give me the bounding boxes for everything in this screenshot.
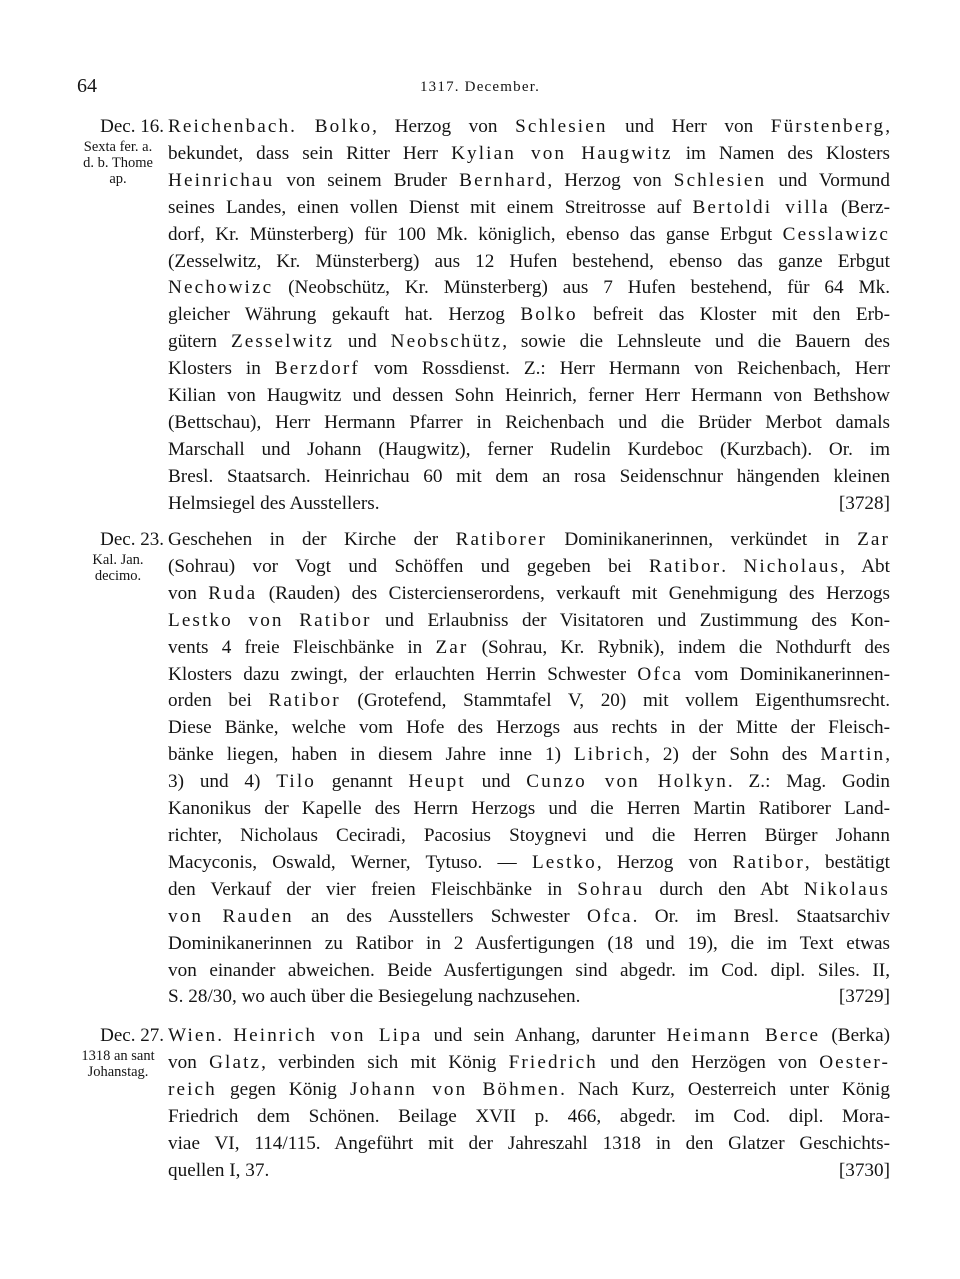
spaced-name: Lestko von Ratibor — [168, 609, 372, 631]
text-line — [168, 275, 890, 302]
feast-line: d. b. Thome — [83, 155, 153, 171]
text-line — [168, 114, 890, 141]
spaced-name: Oester- — [819, 1051, 891, 1073]
text-run: Geschehen in der Kirche der — [168, 529, 456, 550]
text-run: Dominikanerinnen zu Ratibor in 2 Ausfertigungen (18 und 19), die im Text etwas — [168, 932, 890, 954]
text-run: vom Rossdienst. Z.: Herr Hermann von Reichenbach, Herr — [359, 358, 890, 380]
text-line — [168, 464, 890, 491]
entry-text — [168, 527, 890, 1011]
entry-3728 — [72, 114, 890, 518]
spaced-name: Nicholaus — [743, 555, 841, 577]
running-head: 1317. December. — [419, 79, 541, 95]
spaced-name: Nechowizc — [168, 277, 274, 299]
spaced-name: Librich — [573, 744, 646, 766]
text-run: . — [217, 1025, 234, 1046]
text-run: viae VI, 114/115. Angeführt mit der Jahreszahl 1318 in den Glatzer Geschichts- — [168, 1132, 890, 1154]
text-line — [168, 383, 890, 410]
text-run: und — [465, 771, 527, 793]
text-run: gegen König — [216, 1078, 351, 1100]
spaced-name: reich — [168, 1078, 217, 1100]
text-line — [168, 195, 890, 222]
text-line — [168, 1050, 890, 1077]
spaced-name: Ruda — [208, 582, 258, 604]
text-line — [168, 141, 890, 168]
spaced-name: Zesselwitz — [230, 331, 334, 353]
text-run: . Nach Kurz, Oesterreich unter König — [560, 1078, 890, 1100]
spaced-name: Bolko — [314, 116, 373, 137]
spaced-name: Wien — [168, 1025, 218, 1046]
text-run: und sein Anhang, darunter — [422, 1025, 667, 1046]
text-line — [168, 931, 890, 958]
feast-day-note — [72, 1048, 164, 1080]
text-run: , — [885, 744, 890, 766]
text-run: vom Dominikanerinnen- — [683, 663, 890, 685]
text-run: im Namen des Klosters — [672, 142, 890, 164]
text-line — [168, 1158, 890, 1185]
entry-date: Dec. 16. — [100, 116, 164, 137]
entry-date: Dec. 23. — [100, 529, 164, 550]
spaced-name: Martin — [820, 744, 886, 766]
spaced-name: Kylian von Haugwitz — [451, 142, 673, 164]
entry-text — [168, 114, 890, 518]
feast-line: 1318 an sant — [81, 1048, 155, 1064]
feast-line: Kal. Jan. — [92, 552, 144, 568]
text-run: , — [885, 116, 891, 137]
text-run: Helmsiegel des Ausstellers. — [168, 492, 380, 514]
text-line — [168, 581, 890, 608]
text-run: , verbinden sich mit König — [261, 1051, 509, 1073]
spaced-name: Zar — [857, 529, 890, 550]
text-line — [168, 796, 890, 823]
text-line — [168, 904, 890, 931]
spaced-name: Ratibor — [268, 690, 341, 712]
text-run: . Or. im Bresl. Staatsarchiv — [632, 905, 890, 927]
feast-line: Sexta fer. a. — [83, 139, 153, 155]
text-run: von seinem Bruder — [274, 169, 460, 191]
page-number: 64 — [77, 75, 97, 97]
text-line — [168, 437, 890, 464]
spaced-name: Ratibor — [648, 555, 722, 577]
spaced-name: Cesslawizc — [782, 223, 890, 245]
reference-number: [3728] — [838, 492, 890, 514]
text-run: Dominikanerinnen, verkündet in — [546, 529, 858, 550]
text-run: und Erlaubniss der Visitatoren und Zustimmung des Kon- — [371, 609, 890, 631]
text-run: (Sohrau, Kr. Rybnik), indem die Nothdurft des — [468, 636, 890, 658]
spaced-name: Zar — [435, 636, 469, 658]
text-run: den Verkauf der vier freien Fleischbänke in — [168, 878, 578, 900]
text-run: Kilian von Haugwitz und dessen Sohn Heinrich, ferner Herr Hermann von Bethshow — [168, 385, 890, 407]
text-line — [168, 877, 890, 904]
text-run: gleicher Währung gekauft hat. Herzog — [168, 304, 521, 326]
spaced-name: Nikolaus — [803, 878, 890, 900]
text-line — [168, 491, 890, 518]
text-line — [168, 554, 890, 581]
text-run: (Bettschau), Herr Hermann Pfarrer in Reichenbach und die Brüder Merbot damals — [168, 411, 890, 433]
text-run: und den Herzögen von — [597, 1051, 820, 1073]
spaced-name: Heupt — [408, 771, 466, 793]
text-run: vents 4 freie Fleischbänke in — [168, 636, 436, 658]
spaced-name: Heimann Berce — [666, 1025, 821, 1046]
spaced-name: Ofca — [637, 663, 684, 685]
text-run: Diese Bänke, welche vom Hofe des Herzogs aus rechts in der Mitte der Fleisch- — [168, 717, 890, 739]
text-line — [168, 635, 890, 662]
text-run: . — [721, 555, 744, 577]
text-run: genannt — [315, 771, 409, 793]
text-run: Friedrich dem Schönen. Beilage XVII p. 466, abgedr. im Cod. dipl. Mora- — [168, 1105, 890, 1127]
text-run: gütern — [168, 331, 231, 353]
feast-line: decimo. — [94, 568, 142, 584]
text-line — [168, 769, 890, 796]
spaced-name: Tilo — [276, 771, 316, 793]
text-run: richter, Nicholaus Ceciradi, Pacosius Stoygnevi und die Herren Bürger Johann — [168, 824, 890, 846]
text-run: dorf, Kr. Münsterberg) für 100 Mk. königlich, ebenso das ganse Erbgut — [168, 223, 783, 245]
text-run: , sowie die Lehnsleute und die Bauern des — [502, 331, 890, 353]
entry-text — [168, 1023, 890, 1184]
text-line — [168, 742, 890, 769]
text-line — [168, 410, 890, 437]
text-line — [168, 958, 890, 985]
text-run — [297, 116, 315, 137]
spaced-name: Ratiborer — [455, 529, 547, 550]
text-line — [168, 715, 890, 742]
text-run: bänke liegen, haben in diesem Jahre inne 1) — [168, 744, 574, 766]
spaced-name: Neobschütz — [390, 331, 503, 353]
text-run: (Zesselwitz, Kr. Münsterberg) aus 12 Hufen bestehend, ebenso das ganze Erbgut — [168, 250, 890, 272]
spaced-name: Bernhard — [459, 169, 548, 191]
spaced-name: Johann von Böhmen — [350, 1078, 561, 1100]
text-run: (Berka) — [820, 1025, 890, 1046]
entry-3730 — [72, 1023, 890, 1184]
text-run: (Neobschütz, Kr. Münsterberg) aus 7 Hufen bestehend, für 64 Mk. — [273, 277, 890, 299]
text-run: Klosters in — [168, 358, 275, 380]
spaced-name: Lestko — [531, 851, 597, 873]
text-run: S. 28/30, wo auch über die Besiegelung nachzusehen. — [168, 986, 581, 1008]
spaced-name: von Rauden — [168, 905, 294, 927]
text-line — [168, 249, 890, 276]
spaced-name: Cunzo von Holkyn — [526, 771, 728, 793]
spaced-name: Schlesien — [673, 169, 767, 191]
spaced-name: Sohrau — [577, 878, 645, 900]
text-run: (Rauden) des Cistercienserordens, verkauft mit Genehmigung des Herzogs — [257, 582, 890, 604]
spaced-name: Bertoldi villa — [692, 196, 830, 218]
feast-day-note — [72, 552, 164, 584]
text-run: , bestätigt — [804, 851, 890, 873]
spaced-name: Fürstenberg — [770, 116, 886, 137]
text-run: , Abt — [840, 555, 890, 577]
text-line — [168, 1104, 890, 1131]
text-run: Kanonikus der Kapelle des Herrn Herzogs und die Herren Martin Ratiborer Land- — [168, 798, 890, 820]
text-run: Marschall und Johann (Haugwitz), ferner Rudelin Kurdeboc (Kurzbach). Or. im — [168, 438, 890, 460]
text-line — [168, 168, 890, 195]
entry-3729 — [72, 527, 890, 1011]
text-line — [168, 329, 890, 356]
text-line — [168, 1077, 890, 1104]
spaced-name: Heinrichau — [168, 169, 275, 191]
text-run: von — [168, 1051, 210, 1073]
text-line — [168, 662, 890, 689]
text-run: , Herzog von — [372, 116, 516, 137]
text-run: (Berz- — [829, 196, 891, 218]
text-run: und Vormund — [766, 169, 890, 191]
text-run: , Herzog von — [547, 169, 674, 191]
text-line — [168, 222, 890, 249]
text-run: 3) und 4) — [168, 771, 277, 793]
text-run: . Z.: Mag. Godin — [727, 771, 890, 793]
reference-number: [3730] — [838, 1159, 890, 1181]
spaced-name: Ratibor — [732, 851, 805, 873]
spaced-name: Heinrich von Lipa — [233, 1025, 423, 1046]
spaced-name: Berzdorf — [274, 358, 360, 380]
spaced-name: Reichenbach. — [168, 116, 298, 137]
text-run: von einander abweichen. Beide Ausfertigungen sind abgedr. im Cod. dipl. Siles. II, — [168, 959, 890, 981]
text-run: befreit das Kloster mit den Erb- — [577, 304, 890, 326]
text-run: Macyconis, Oswald, Werner, Tytuso. — — [168, 851, 532, 873]
text-line — [168, 302, 890, 329]
text-run: , Herzog von — [596, 851, 733, 873]
text-run: Klosters dazu zwingt, der erlauchten Herrin Schwester — [168, 663, 638, 685]
spaced-name: Glatz — [209, 1051, 262, 1073]
text-run: orden bei — [168, 690, 269, 712]
text-run: bekundet, dass sein Ritter Herr — [168, 142, 452, 164]
spaced-name: Ofca — [586, 905, 633, 927]
text-line — [168, 608, 890, 635]
text-run: und — [334, 331, 391, 353]
text-run: durch den Abt — [644, 878, 804, 900]
text-line — [168, 850, 890, 877]
spaced-name: Bolko — [520, 304, 578, 326]
text-line — [168, 984, 890, 1011]
text-line — [168, 1131, 890, 1158]
text-run: und Herr von — [607, 116, 771, 137]
reference-number: [3729] — [838, 986, 890, 1008]
text-line — [168, 356, 890, 383]
feast-line: ap. — [109, 171, 127, 187]
text-run: quellen I, 37. — [168, 1159, 270, 1181]
text-run: von — [168, 582, 209, 604]
text-line — [168, 688, 890, 715]
text-run: , 2) der Sohn des — [645, 744, 821, 766]
spaced-name: Friedrich — [508, 1051, 598, 1073]
entry-date: Dec. 27. — [100, 1025, 164, 1046]
feast-line: Johanstag. — [87, 1064, 149, 1080]
spaced-name: Schlesien — [515, 116, 608, 137]
text-run: (Grotefend, Stammtafel V, 20) mit vollem Eigenthumsrecht. — [340, 690, 890, 712]
text-line — [168, 823, 890, 850]
text-run: (Sohrau) vor Vogt und Schöffen und gegeben bei — [168, 555, 649, 577]
text-line — [168, 527, 890, 554]
text-run: seines Landes, einen vollen Dienst mit einem Streitrosse auf — [168, 196, 693, 218]
feast-day-note — [72, 139, 164, 187]
text-run: an des Ausstellers Schwester — [293, 905, 587, 927]
text-line — [168, 1023, 890, 1050]
text-run: Bresl. Staatsarch. Heinrichau 60 mit dem an rosa Seidenschnur hängenden kleinen — [168, 465, 890, 487]
